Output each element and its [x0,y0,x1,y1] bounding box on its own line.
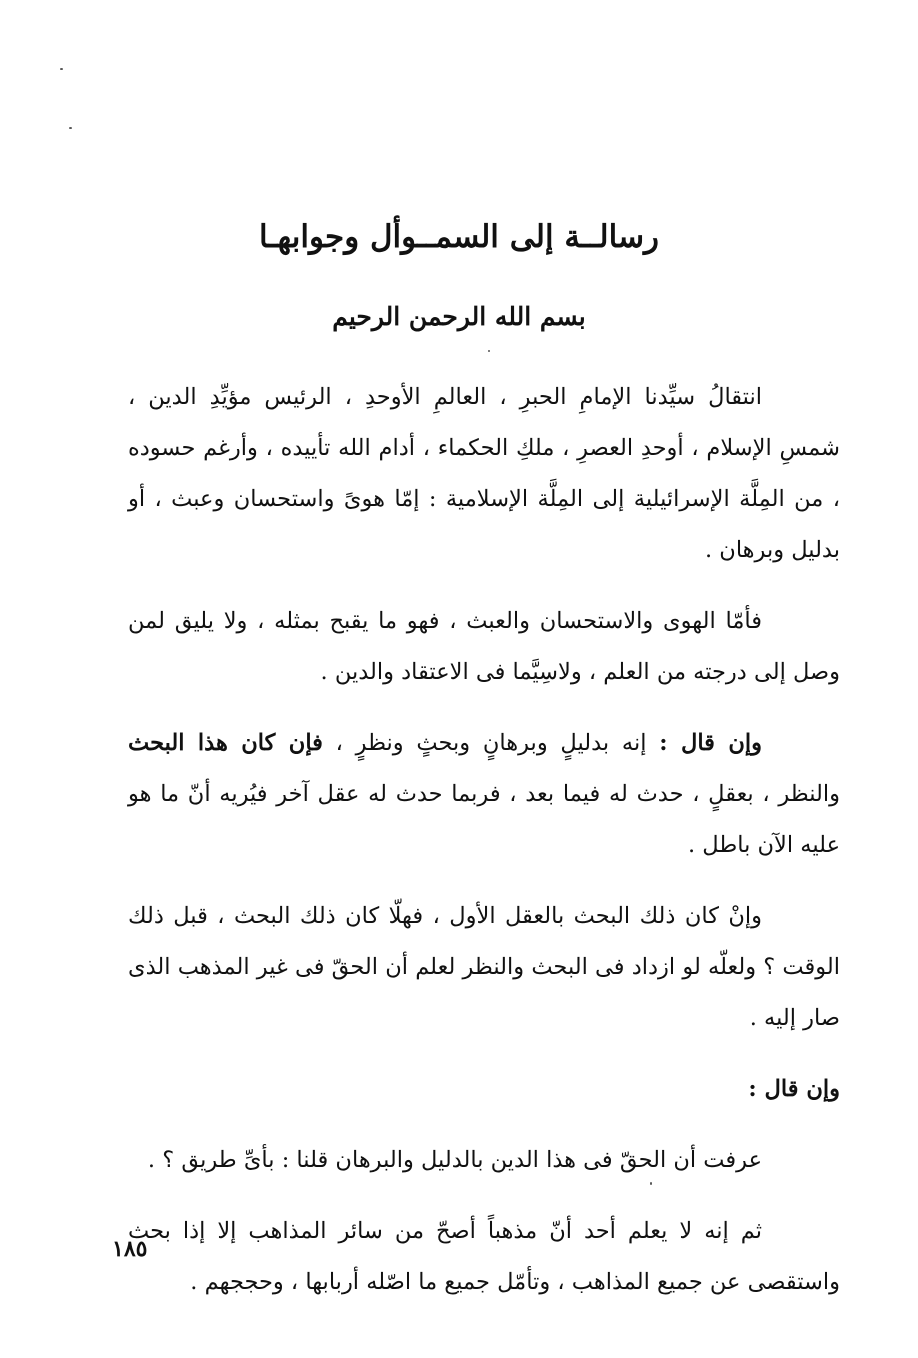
paragraph-3-text-a: إنه بدليلٍ وبرهانٍ وبحثٍ ونظرٍ ، [322,730,660,756]
paragraph-3-bold-phrase: فإن كان هذا البحث [128,730,323,756]
paragraph-3-lead: وإن قال : [659,730,762,756]
scan-speck [488,350,490,352]
paragraph-4: وإنْ كان ذلك البحث بالعقل الأول ، فهلّا كان ذلك البحث ، قبل ذلك الوقت ؟ ولعلّه لو ازداد فى البحث والنظر لعلم أن الحقّ فى غير المذهب الذى صار إليه . [128,903,840,1031]
paragraph-5-heading: وإن قال : [748,1076,840,1102]
paragraph-6: عرفت أن الحقّ فى هذا الدين بالدليل والبرهان قلنا : بأىِّ طريق ؟ . [147,1147,762,1173]
paragraph-1: انتقالُ سيِّدنا الإمامِ الحبرِ ، العالمِ الأوحدِ ، الرئيس مؤيِّدِ الدين ، شمسِ الإسلام ، أوحدِ العصرِ ، ملكِ الحكماء ، أدام الله تأييده ، وأرغم حسوده ، من المِلَّة الإسرائيلية إلى المِلَّة الإسلامية : إمّا هوىً واستحسان وعبث ، أو بدليل وبرهان . [128,384,840,563]
paragraph-3-text-b: والنظر ، بعقلٍ ، حدث له فيما بعد ، فربما حدث له عقل آخر فيُريه أنّ ما هو عليه الآن باطل . [128,781,840,858]
paragraph-2: فأمّا الهوى والاستحسان والعبث ، فهو ما يقبح بمثله ، ولا يليق لمن وصل إلى درجته من العلم ، ولاسِيَّما فى الاعتقاد والدين . [128,608,840,685]
basmala-heading: بسم الله الرحمن الرحيم [332,302,586,331]
scan-speck [60,68,63,70]
scan-speck [69,127,72,129]
page-title: رسالــة إلى السمــوأل وجوابهـا [258,218,660,255]
paragraph-3 [128,718,840,871]
page-number: ١٨٥ [112,1236,148,1262]
paragraph-7: ثم إنه لا يعلم أحد أنّ مذهباً أصحّ من سائر المذاهب إلا إذا بحث واستقصى عن جميع المذاهب ، وتأمّل جميع ما اصّله أربابها ، وحججهم . [128,1218,840,1295]
letter-body [128,372,840,1328]
